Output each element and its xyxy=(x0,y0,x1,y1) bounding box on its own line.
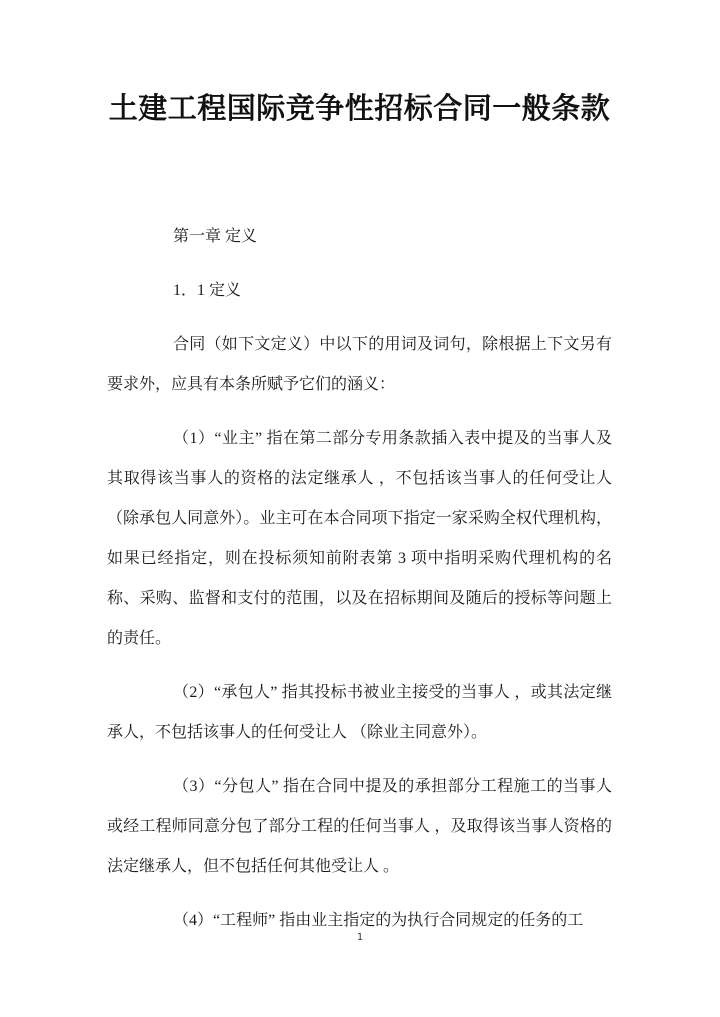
page-number: 1 xyxy=(356,932,364,943)
definition-paragraph-contractor: （2）“承包人” 指其投标书被业主接受的当事人 ，或其法定继承人，不包括该事人的任何受让人 （除业主同意外）。 xyxy=(107,684,612,741)
chapter-heading: 第一章 定义 xyxy=(173,228,258,245)
intro-paragraph: 合同（如下文定义）中以下的用词及词句，除根据上下文另有要求外，应具有本条所赋予它们的涵义： xyxy=(107,336,612,393)
definition-paragraph-engineer: （4）“工程师” 指由业主指定的为执行合同规定的任务的工 xyxy=(173,912,584,929)
definition-paragraph-subcontractor: （3）“分包人” 指在合同中提及的承担部分工程施工的当事人或经工程师同意分包了部分工程的任何当事人 ，及取得该当事人资格的法定继承人，但不包括任何其他受让人 。 xyxy=(107,778,612,875)
document-body xyxy=(107,217,612,941)
definition-paragraph-employer: （1）“业主” 指在第二部分专用条款插入表中提及的当事人及其取得该当事人的资格的法定继承人 ，不包括该当事人的任何受让人（除承包人同意外）。业主可在本合同项下指定一家采购全权代理机构，如果已经指定，则在投标须知前附表第 3 项中指明采购代理机构的名称、采购、监督和支付的范围，以及在招标期间及随后的授标等问题上的责任。 xyxy=(107,430,612,647)
section-heading: 1．1 定义 xyxy=(173,282,242,299)
document-title: 土建工程国际竞争性招标合同一般条款 xyxy=(108,93,611,125)
